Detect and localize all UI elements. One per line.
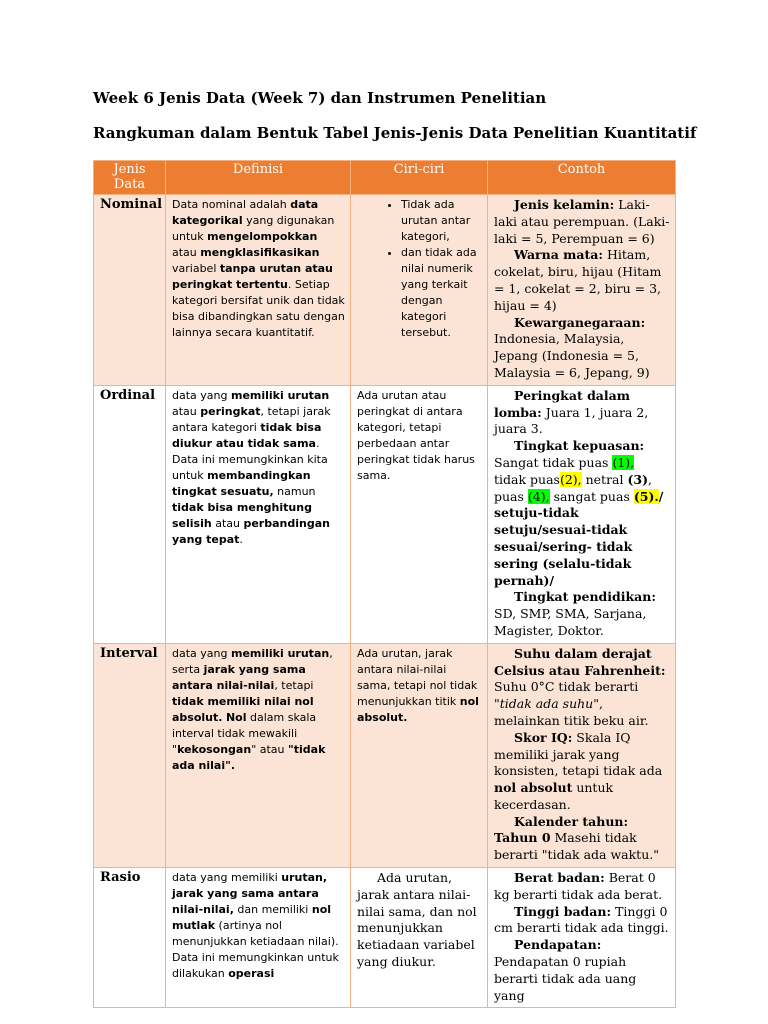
traits-ordinal: Ada urutan atau peringkat di antara kategori, tetapi perbedaan antar peringkat tidak harus sama. xyxy=(351,385,488,643)
table-caption: Rangkuman dalam Bentuk Tabel Jenis-Jenis Data Penelitian Kuantitatif xyxy=(93,124,697,142)
examples-interval: Suhu dalam derajat Celsius atau Fahrenheit: Suhu 0°C tidak berarti "tidak ada suhu", melainkan titik beku air. Skor IQ: Skala IQ memiliki jarak yang konsisten, tetapi tidak ada nol absolut untuk kecerdasan. Kalender tahun: Tahun 0 Masehi tidak berarti "tidak ada waktu." xyxy=(488,643,676,867)
header-row xyxy=(94,161,676,195)
traits-interval: Ada urutan, jarak antara nilai-nilai sama, tetapi nol tidak menunjukkan titik nol absolut. xyxy=(351,643,488,867)
list-item: • dan tidak ada nilai numerik yang terkait dengan kategori tersebut. xyxy=(401,245,482,341)
header-contoh: Contoh xyxy=(488,161,676,195)
definition-ordinal: data yang memiliki urutan atau peringkat, tetapi jarak antara kategori tidak bisa diukur atau tidak sama. Data ini memungkinkan kita untuk membandingkan tingkat sesuatu, namun tidak bisa menghitung selisih atau perbandingan yang tepat. xyxy=(166,385,351,643)
row-label-nominal: Nominal xyxy=(94,195,166,386)
table-row-nominal xyxy=(94,195,676,386)
definition-rasio: data yang memiliki urutan, jarak yang sama antara nilai-nilai, dan memiliki nol mutlak (artinya nol menunjukkan ketiadaan nilai). Data ini memungkinkan untuk dilakukan operasi xyxy=(166,868,351,1008)
header-ciri-ciri: Ciri-ciri xyxy=(351,161,488,195)
header-jenis-data: Jenis Data xyxy=(94,161,166,195)
table-row-interval xyxy=(94,643,676,867)
highlight-yellow: (5). xyxy=(633,488,659,504)
definition-interval: data yang memiliki urutan, serta jarak yang sama antara nilai-nilai, tetapi tidak memiliki nilai nol absolut. Nol dalam skala interval tidak mewakili "kekosongan" atau "tidak ada nilai". xyxy=(166,643,351,867)
examples-rasio: Berat badan: Berat 0 kg berarti tidak ada berat. Tinggi badan: Tinggi 0 cm berarti tidak ada tinggi. Pendapatan: Pendapatan 0 rupiah berarti tidak ada uang yang xyxy=(488,868,676,1008)
definition-nominal: Data nominal adalah data kategorikal yang digunakan untuk mengelompokkan atau mengklasifikasikan variabel tanpa urutan atau peringkat tertentu. Setiap kategori bersifat unik dan tidak bisa dibandingkan satu dengan lainnya secara kuantitatif. xyxy=(166,195,351,386)
data-types-table xyxy=(93,160,676,1008)
list-item: • Tidak ada urutan antar kategori, xyxy=(401,197,482,245)
row-label-rasio: Rasio xyxy=(94,868,166,1008)
traits-list xyxy=(357,197,482,341)
highlight-green: (1), xyxy=(612,454,635,470)
table-row-ordinal xyxy=(94,385,676,643)
row-label-ordinal: Ordinal xyxy=(94,385,166,643)
header-definisi: Definisi xyxy=(166,161,351,195)
highlight-yellow: (2), xyxy=(559,471,582,487)
traits-rasio: Ada urutan, jarak antara nilai-nilai sama, dan nol menunjukkan ketiadaan variabel yang diukur. xyxy=(351,868,488,1008)
row-label-interval: Interval xyxy=(94,643,166,867)
highlight-green: (4), xyxy=(527,488,550,504)
table-row-rasio xyxy=(94,868,676,1008)
examples-ordinal: Peringkat dalam lomba: Juara 1, juara 2, juara 3. Tingkat kepuasan: Sangat tidak puas (1), tidak puas(2), netral (3), puas (4), sangat puas (5)./ setuju-tidak setuju/sesuai-tidak sesuai/sering- tidak sering (selalu-tidak pernah)/ Tingkat pendidikan: SD, SMP, SMA, Sarjana, Magister, Doktor. xyxy=(488,385,676,643)
traits-nominal xyxy=(351,195,488,386)
document-title: Week 6 Jenis Data (Week 7) dan Instrumen Penelitian xyxy=(93,89,547,107)
examples-nominal: Jenis kelamin: Laki-laki atau perempuan. (Laki-laki = 5, Perempuan = 6) Warna mata: Hitam, cokelat, biru, hijau (Hitam = 1, cokelat = 2, biru = 3, hijau = 4) Kewarganegaraan: Indonesia, Malaysia, Jepang (Indonesia = 5, Malaysia = 6, Jepang, 9) xyxy=(488,195,676,386)
